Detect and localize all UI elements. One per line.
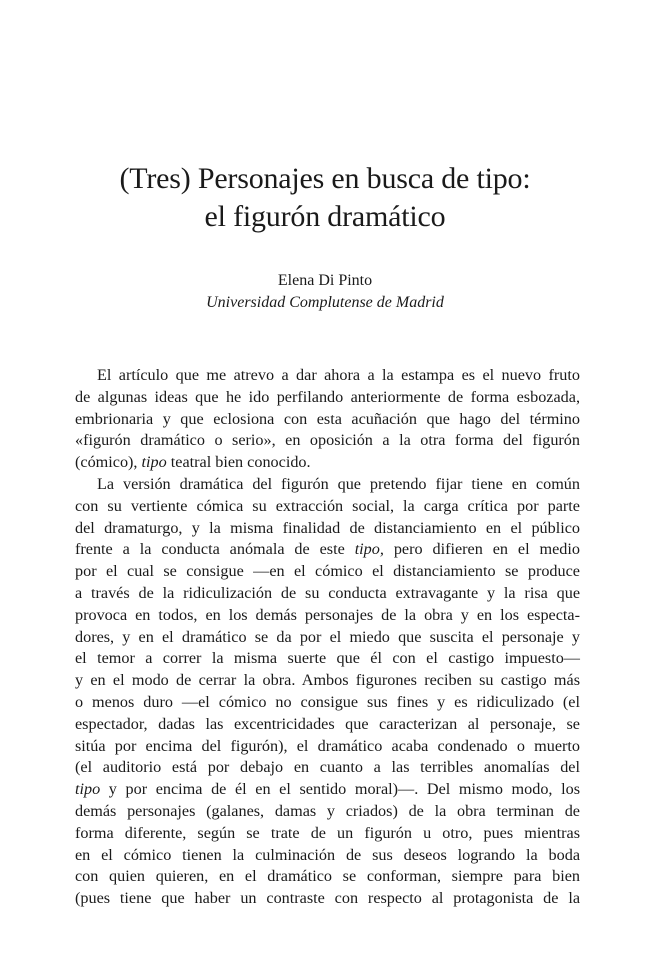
body-text-segment: en el cómico tienen la culminación de sus deseos logrando la boda: [75, 845, 580, 864]
body-line: [75, 518, 580, 540]
body-line: [75, 736, 580, 758]
italic-term: tipo: [75, 780, 101, 799]
body-line: [75, 714, 580, 736]
article-title: [0, 160, 650, 236]
article-body: [75, 365, 580, 910]
author-affiliation: Universidad Complutense de Madrid: [206, 294, 444, 311]
body-text-segment: (cómico),: [75, 453, 142, 472]
body-text-segment: embrionaria y que eclosiona con esta acuñación que hago del término: [75, 409, 580, 428]
body-line: [75, 561, 580, 583]
title-line-2: el figurón dramático: [204, 200, 446, 233]
body-line: [75, 670, 580, 692]
body-text-segment: La versión dramática del figurón que pretendo fijar tiene en común: [97, 474, 580, 493]
author-name: Elena Di Pinto: [277, 272, 373, 289]
body-text-segment: El artículo que me atrevo a dar ahora a la estampa es el nuevo fruto: [97, 366, 580, 384]
body-text-segment: y por encima de él en el sentido moral)—. Del mismo modo, los: [100, 780, 580, 799]
body-text-segment: sitúa por encima del figurón), el dramático acaba condenado o muerto: [75, 736, 580, 755]
italic-term: tipo: [141, 453, 167, 472]
body-text-segment: a través de la ridiculización de su conducta extravagante y la risa que: [75, 583, 580, 602]
body-line: [75, 430, 580, 452]
body-text-segment: con su vertiente cómica su extracción social, la carga crítica por parte: [75, 496, 580, 515]
body-line: [75, 496, 580, 518]
body-text-segment: de algunas ideas que he ido perfilando anteriormente de forma esbozada,: [75, 387, 580, 406]
body-line: [75, 583, 580, 605]
body-text-segment: (pues tiene que haber un contraste con respecto al protagonista de la: [75, 889, 580, 908]
body-text-segment: pero difieren en el medio: [383, 540, 580, 559]
body-text-segment: (el auditorio está por debajo en cuanto a las terribles anomalías del: [75, 758, 580, 777]
body-line: [75, 452, 580, 474]
body-text-segment: el temor a correr la misma suerte que él con el castigo impuesto—: [75, 649, 580, 668]
author-block: [0, 270, 650, 314]
body-line: [75, 627, 580, 649]
title-line-1: (Tres) Personajes en busca de tipo:: [119, 162, 531, 195]
body-text-segment: con quien quieren, en el dramático se conforman, siempre para bien: [75, 867, 580, 886]
body-line: [75, 692, 580, 714]
body-text-segment: dores, y en el dramático se da por el miedo que suscita el personaje y: [75, 627, 580, 646]
body-line: [75, 387, 580, 409]
body-text-segment: y en el modo de cerrar la obra. Ambos figurones reciben su castigo más: [75, 671, 580, 690]
body-text-segment: demás personajes (galanes, damas y criados) de la obra terminan de: [75, 801, 580, 820]
body-line: [75, 888, 580, 910]
body-line: [75, 605, 580, 627]
body-line: [75, 866, 580, 888]
italic-term: tipo,: [354, 540, 384, 559]
body-text-segment: «figurón dramático o serio», en oposición a la otra forma del figurón: [75, 431, 580, 450]
body-line: [75, 409, 580, 431]
body-line: [75, 845, 580, 867]
body-line: [75, 539, 580, 561]
body-line: [75, 757, 580, 779]
body-text-segment: frente a la conducta anómala de este: [75, 540, 355, 559]
body-text-segment: espectador, dadas las excentricidades que caracterizan al personaje, se: [75, 714, 580, 733]
body-text-segment: teatral bien conocido.: [166, 453, 311, 472]
body-text-segment: forma diferente, según se trate de un figurón u otro, pues mientras: [75, 823, 580, 842]
body-line: [75, 365, 580, 387]
body-line: [75, 648, 580, 670]
body-text-segment: provoca en todos, en los demás personajes de la obra y en los especta-: [75, 605, 580, 624]
body-line: [75, 474, 580, 496]
body-line: [75, 801, 580, 823]
body-text-segment: o menos duro —el cómico no consigue sus fines y es ridiculizado (el: [75, 692, 580, 711]
body-line: [75, 823, 580, 845]
body-text-segment: del dramaturgo, y la misma finalidad de distanciamiento en el público: [75, 518, 580, 537]
body-text-segment: por el cual se consigue —en el cómico el distanciamiento se produce: [75, 562, 580, 581]
body-line: [75, 779, 580, 801]
